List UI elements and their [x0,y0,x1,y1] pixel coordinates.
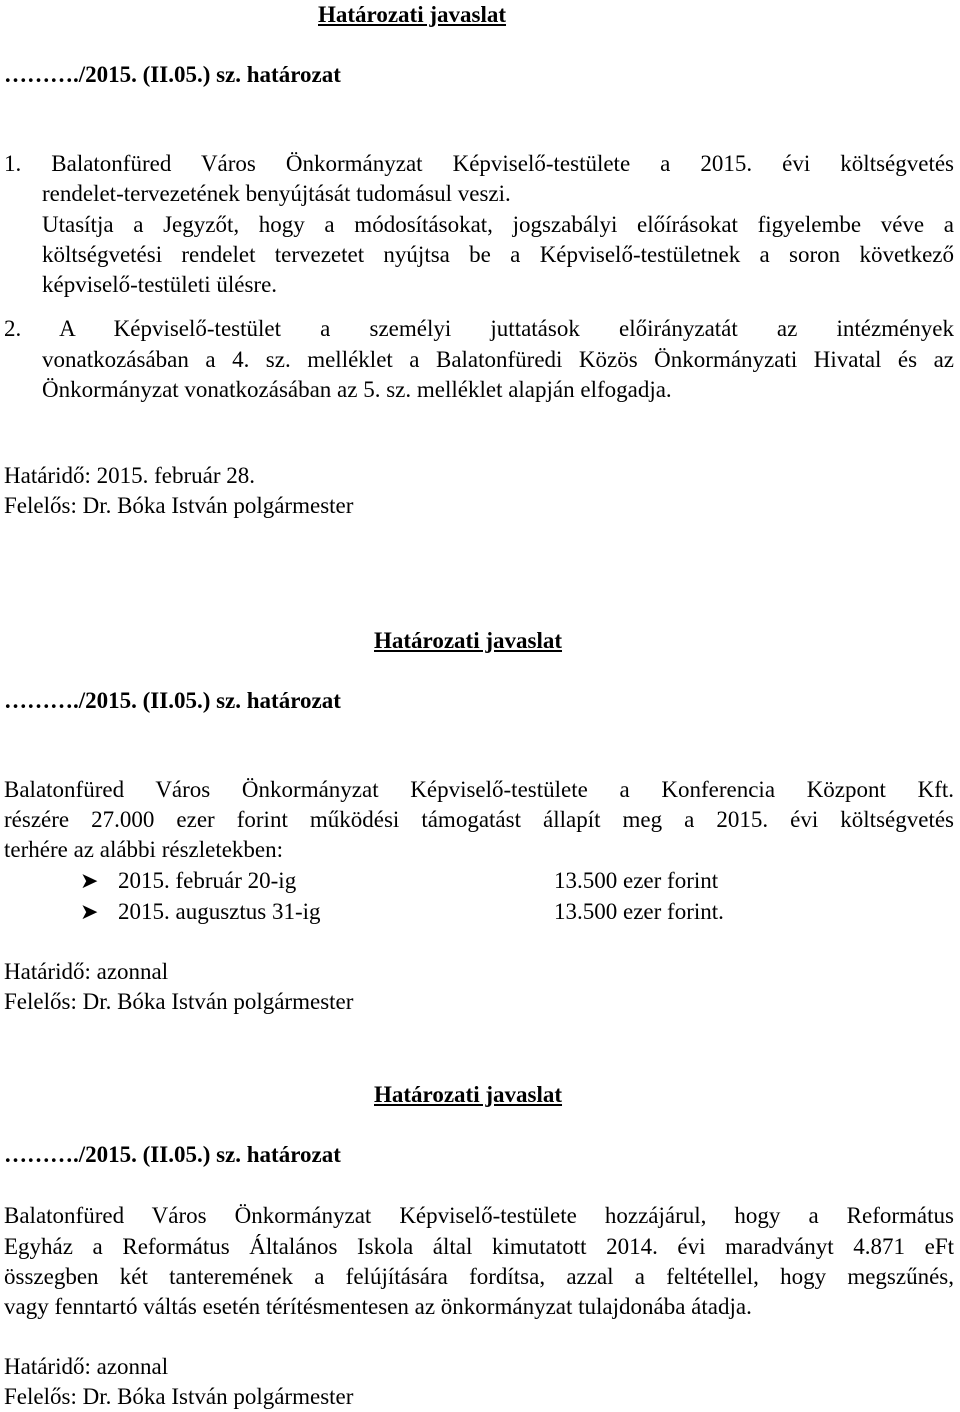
section2-paragraph-line3: terhére az alábbi részletekben: [4,837,284,862]
arrow-bullet-icon: ➤ [80,868,99,893]
installment-date: 2015. február 20-ig [118,868,297,893]
section1-paragraph1-line2: rendelet-tervezetének benyújtását tudomásul veszi. [42,181,511,206]
section3-title: Határozati javaslat [374,1082,563,1107]
section1-title: Határozati javaslat [318,2,507,27]
section1-paragraph1-line3: Utasítja a Jegyzőt, hogy a módosításokat, jogszabályi előírásokat figyelembe véve a [42,212,954,237]
section1-resolution-number: ………./2015. (II.05.) sz. határozat [4,62,341,87]
section3-paragraph-line3: összegben két tanteremének a felújítására fordítsa, azzal a feltétellel, hogy megszűnés, [4,1264,954,1289]
section3-resolution-number: ………./2015. (II.05.) sz. határozat [4,1142,341,1167]
section1-paragraph1-line5: képviselő-testületi ülésre. [42,272,278,297]
section2-responsible: Felelős: Dr. Bóka István polgármester [4,989,354,1014]
section3-paragraph-line4: vagy fenntartó váltás esetén térítésmentesen az önkormányzat tulajdonába átadja. [4,1294,752,1319]
section2-resolution-number: ………./2015. (II.05.) sz. határozat [4,688,341,713]
section3-deadline: Határidő: azonnal [4,1354,169,1379]
section1-paragraph1-line1: 1. Balatonfüred Város Önkormányzat Képviselő-testülete a 2015. évi költségvetés [4,151,954,176]
section1-paragraph1-line4: költségvetési rendelet tervezetet nyújtsa be a Képviselő-testületnek a soron következő [42,242,954,267]
section1-paragraph2-line2: vonatkozásában a 4. sz. melléklet a Balatonfüredi Közös Önkormányzati Hivatal és az [42,347,954,372]
installment-amount: 13.500 ezer forint. [554,899,724,924]
section2-deadline: Határidő: azonnal [4,959,169,984]
section2-paragraph-line1: Balatonfüred Város Önkormányzat Képviselő-testülete a Konferencia Központ Kft. [4,777,954,802]
section3-responsible: Felelős: Dr. Bóka István polgármester [4,1384,354,1409]
section2-title: Határozati javaslat [374,628,563,653]
section1-paragraph2-line3: Önkormányzat vonatkozásában az 5. sz. melléklet alapján elfogadja. [42,377,672,402]
section1-deadline: Határidő: 2015. február 28. [4,463,256,488]
section1-responsible: Felelős: Dr. Bóka István polgármester [4,493,354,518]
installment-date: 2015. augusztus 31-ig [118,899,321,924]
section1-paragraph2-line1: 2. A Képviselő-testület a személyi juttatások előirányzatát az intézmények [4,316,954,341]
section2-paragraph-line2: részére 27.000 ezer forint működési támogatást állapít meg a 2015. évi költségvetés [4,807,954,832]
arrow-bullet-icon: ➤ [80,899,99,924]
installment-amount: 13.500 ezer forint [554,868,719,893]
section3-paragraph-line1: Balatonfüred Város Önkormányzat Képviselő-testülete hozzájárul, hogy a Református [4,1203,954,1228]
section3-paragraph-line2: Egyház a Református Általános Iskola által kimutatott 2014. évi maradványt 4.871 eFt [4,1234,954,1259]
